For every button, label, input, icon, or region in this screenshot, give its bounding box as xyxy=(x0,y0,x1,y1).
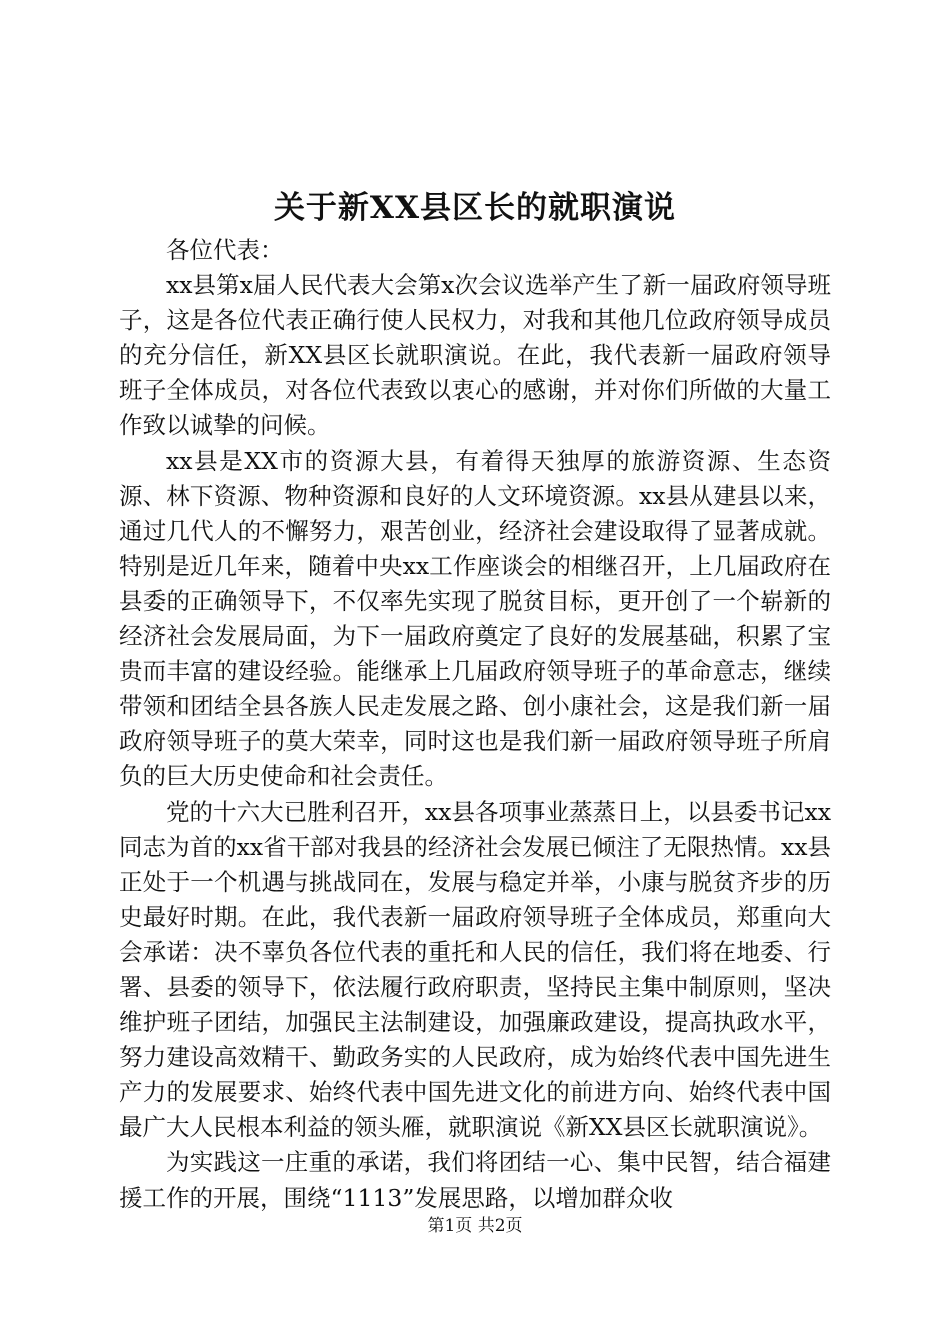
body-paragraph: xx县第x届人民代表大会第x次会议选举产生了新一届政府领导班子，这是各位代表正确行使人民权力，对我和其他几位政府领导成员的充分信任，新XX县区长就职演说。在此，我代表新一届政府领导班子全体成员，对各位代表致以衷心的感谢，并对你们所做的大量工作致以诚挚的问候。 xyxy=(119,271,831,440)
salutation: 各位代表： xyxy=(166,236,284,264)
body-paragraph: 为实践这一庄重的承诺，我们将团结一心、集中民智，结合福建援工作的开展，围绕“1113”发展思路，以增加群众收 xyxy=(119,1148,831,1212)
body-paragraph: xx县是XX市的资源大县，有着得天独厚的旅游资源、生态资源、林下资源、物种资源和良好的人文环境资源。xx县从建县以来，通过几代人的不懈努力，艰苦创业，经济社会建设取得了显著成就。特别是近几年来，随着中央xx工作座谈会的相继召开，上几届政府在县委的正确领导下，不仅率先实现了脱贫目标，更开创了一个崭新的经济社会发展局面，为下一届政府奠定了良好的发展基础，积累了宝贵而丰富的建设经验。能继承上几届政府领导班子的革命意志，继续带领和团结全县各族人民走发展之路、创小康社会，这是我们新一届政府领导班子的莫大荣幸，同时这也是我们新一届政府领导班子所肩负的巨大历史使命和社会责任。 xyxy=(119,446,831,791)
page-number-footer: 第1页 共2页 xyxy=(427,1216,523,1236)
body-paragraph: 党的十六大已胜利召开，xx县各项事业蒸蒸日上，以县委书记xx同志为首的xx省干部对我县的经济社会发展已倾注了无限热情。xx县正处于一个机遇与挑战同在，发展与稳定并举，小康与脱贫齐步的历史最好时期。在此，我代表新一届政府领导班子全体成员，郑重向大会承诺：决不辜负各位代表的重托和人民的信任，我们将在地委、行署、县委的领导下，依法履行政府职责，坚持民主集中制原则，坚决维护班子团结，加强民主法制建设，加强廉政建设，提高执政水平，努力建设高效精干、勤政务实的人民政府，成为始终代表中国先进生产力的发展要求、始终代表中国先进文化的前进方向、始终代表中国最广大人民根本利益的领头雁，就职演说《新XX县区长就职演说》。 xyxy=(119,797,831,1142)
document-body xyxy=(119,233,831,1216)
document-title: 关于新XX县区长的就职演说 xyxy=(273,190,677,226)
